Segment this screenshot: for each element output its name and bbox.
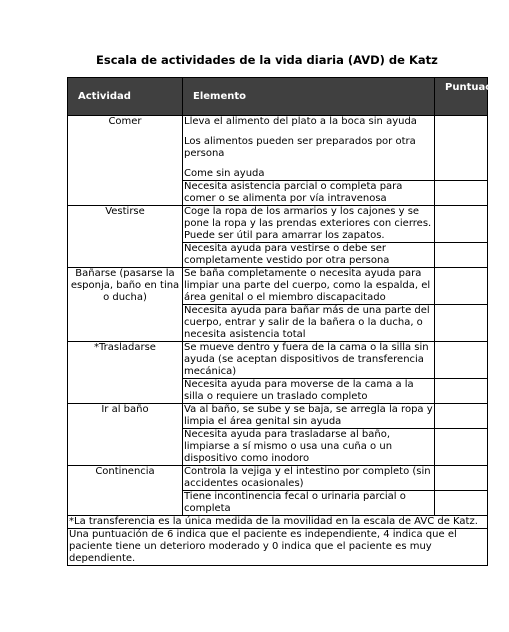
activity-cell: Comer: [68, 116, 183, 206]
element-cell: [183, 116, 435, 181]
element-line: Lleva el alimento del plato a la boca sin ayuda: [184, 116, 417, 127]
score-cell: [435, 466, 488, 491]
header-elemento: Elemento: [183, 78, 435, 116]
element-cell: Necesita ayuda para vestirse o debe ser completamente vestido por otra persona: [183, 243, 435, 268]
score-cell: [435, 243, 488, 268]
table-header-row: [68, 78, 488, 116]
element-line: Come sin ayuda: [184, 168, 265, 179]
score-cell: [435, 342, 488, 379]
element-cell: Necesita ayuda para trasladarse al baño, limpiarse a sí mismo o usa una cuña o un dispositivo como inodoro: [183, 429, 435, 466]
table-row: [68, 268, 488, 305]
header-puntuacion: Puntuación: [435, 78, 488, 116]
score-cell: [435, 379, 488, 404]
activity-cell: Vestirse: [68, 206, 183, 268]
score-cell: [435, 268, 488, 305]
document-title: Escala de actividades de la vida diaria (AVD) de Katz: [96, 53, 438, 67]
element-cell: Se baña completamente o necesita ayuda para limpiar una parte del cuerpo, como la espalda, el área genital o el miembro discapacitado: [183, 268, 435, 305]
table-row: [68, 404, 488, 429]
table-row: [68, 206, 488, 243]
katz-table: [67, 77, 509, 566]
table-row: [68, 529, 488, 566]
element-line: Los alimentos pueden ser preparados por otra persona: [184, 136, 416, 159]
activity-cell: *Trasladarse: [68, 342, 183, 404]
table-row: [68, 466, 488, 491]
element-cell: Tiene incontinencia fecal o urinaria parcial o completa: [183, 491, 435, 516]
score-cell: [435, 206, 488, 243]
element-cell: Necesita ayuda para bañar más de una parte del cuerpo, entrar y salir de la bañera o la ducha, o necesita asistencia total: [183, 305, 435, 342]
score-cell: [435, 116, 488, 181]
activity-cell: Ir al baño: [68, 404, 183, 466]
score-cell: [435, 404, 488, 429]
element-cell: Coge la ropa de los armarios y los cajones y se pone la ropa y las prendas exteriores con cierres. Puede ser útil para amarrar los zapatos.: [183, 206, 435, 243]
activity-cell: Continencia: [68, 466, 183, 516]
element-cell: Se mueve dentro y fuera de la cama o la silla sin ayuda (se aceptan dispositivos de transferencia mecánica): [183, 342, 435, 379]
element-cell: Controla la vejiga y el intestino por completo (sin accidentes ocasionales): [183, 466, 435, 491]
element-cell: Necesita ayuda para moverse de la cama a la silla o requiere un traslado completo: [183, 379, 435, 404]
table-row: [68, 342, 488, 379]
footnote: *La transferencia es la única medida de la movilidad en la escala de AVC de Katz.: [68, 516, 488, 529]
score-cell: [435, 305, 488, 342]
scoring-note: Una puntuación de 6 indica que el paciente es independiente, 4 indica que el paciente tiene un deterioro moderado y 0 indica que el paciente es muy dependiente.: [68, 529, 488, 566]
header-actividad: Actividad: [68, 78, 183, 116]
table-row: [68, 116, 488, 181]
element-cell: Va al baño, se sube y se baja, se arregla la ropa y limpia el área genital sin ayuda: [184, 404, 433, 427]
activity-cell: Bañarse (pasarse la esponja, baño en tina o ducha): [68, 268, 183, 342]
score-cell: [435, 429, 488, 466]
table-row: [68, 516, 488, 529]
score-cell: [435, 491, 488, 516]
element-cell: Necesita asistencia parcial o completa para comer o se alimenta por vía intravenosa: [183, 181, 435, 206]
score-cell: [435, 181, 488, 206]
